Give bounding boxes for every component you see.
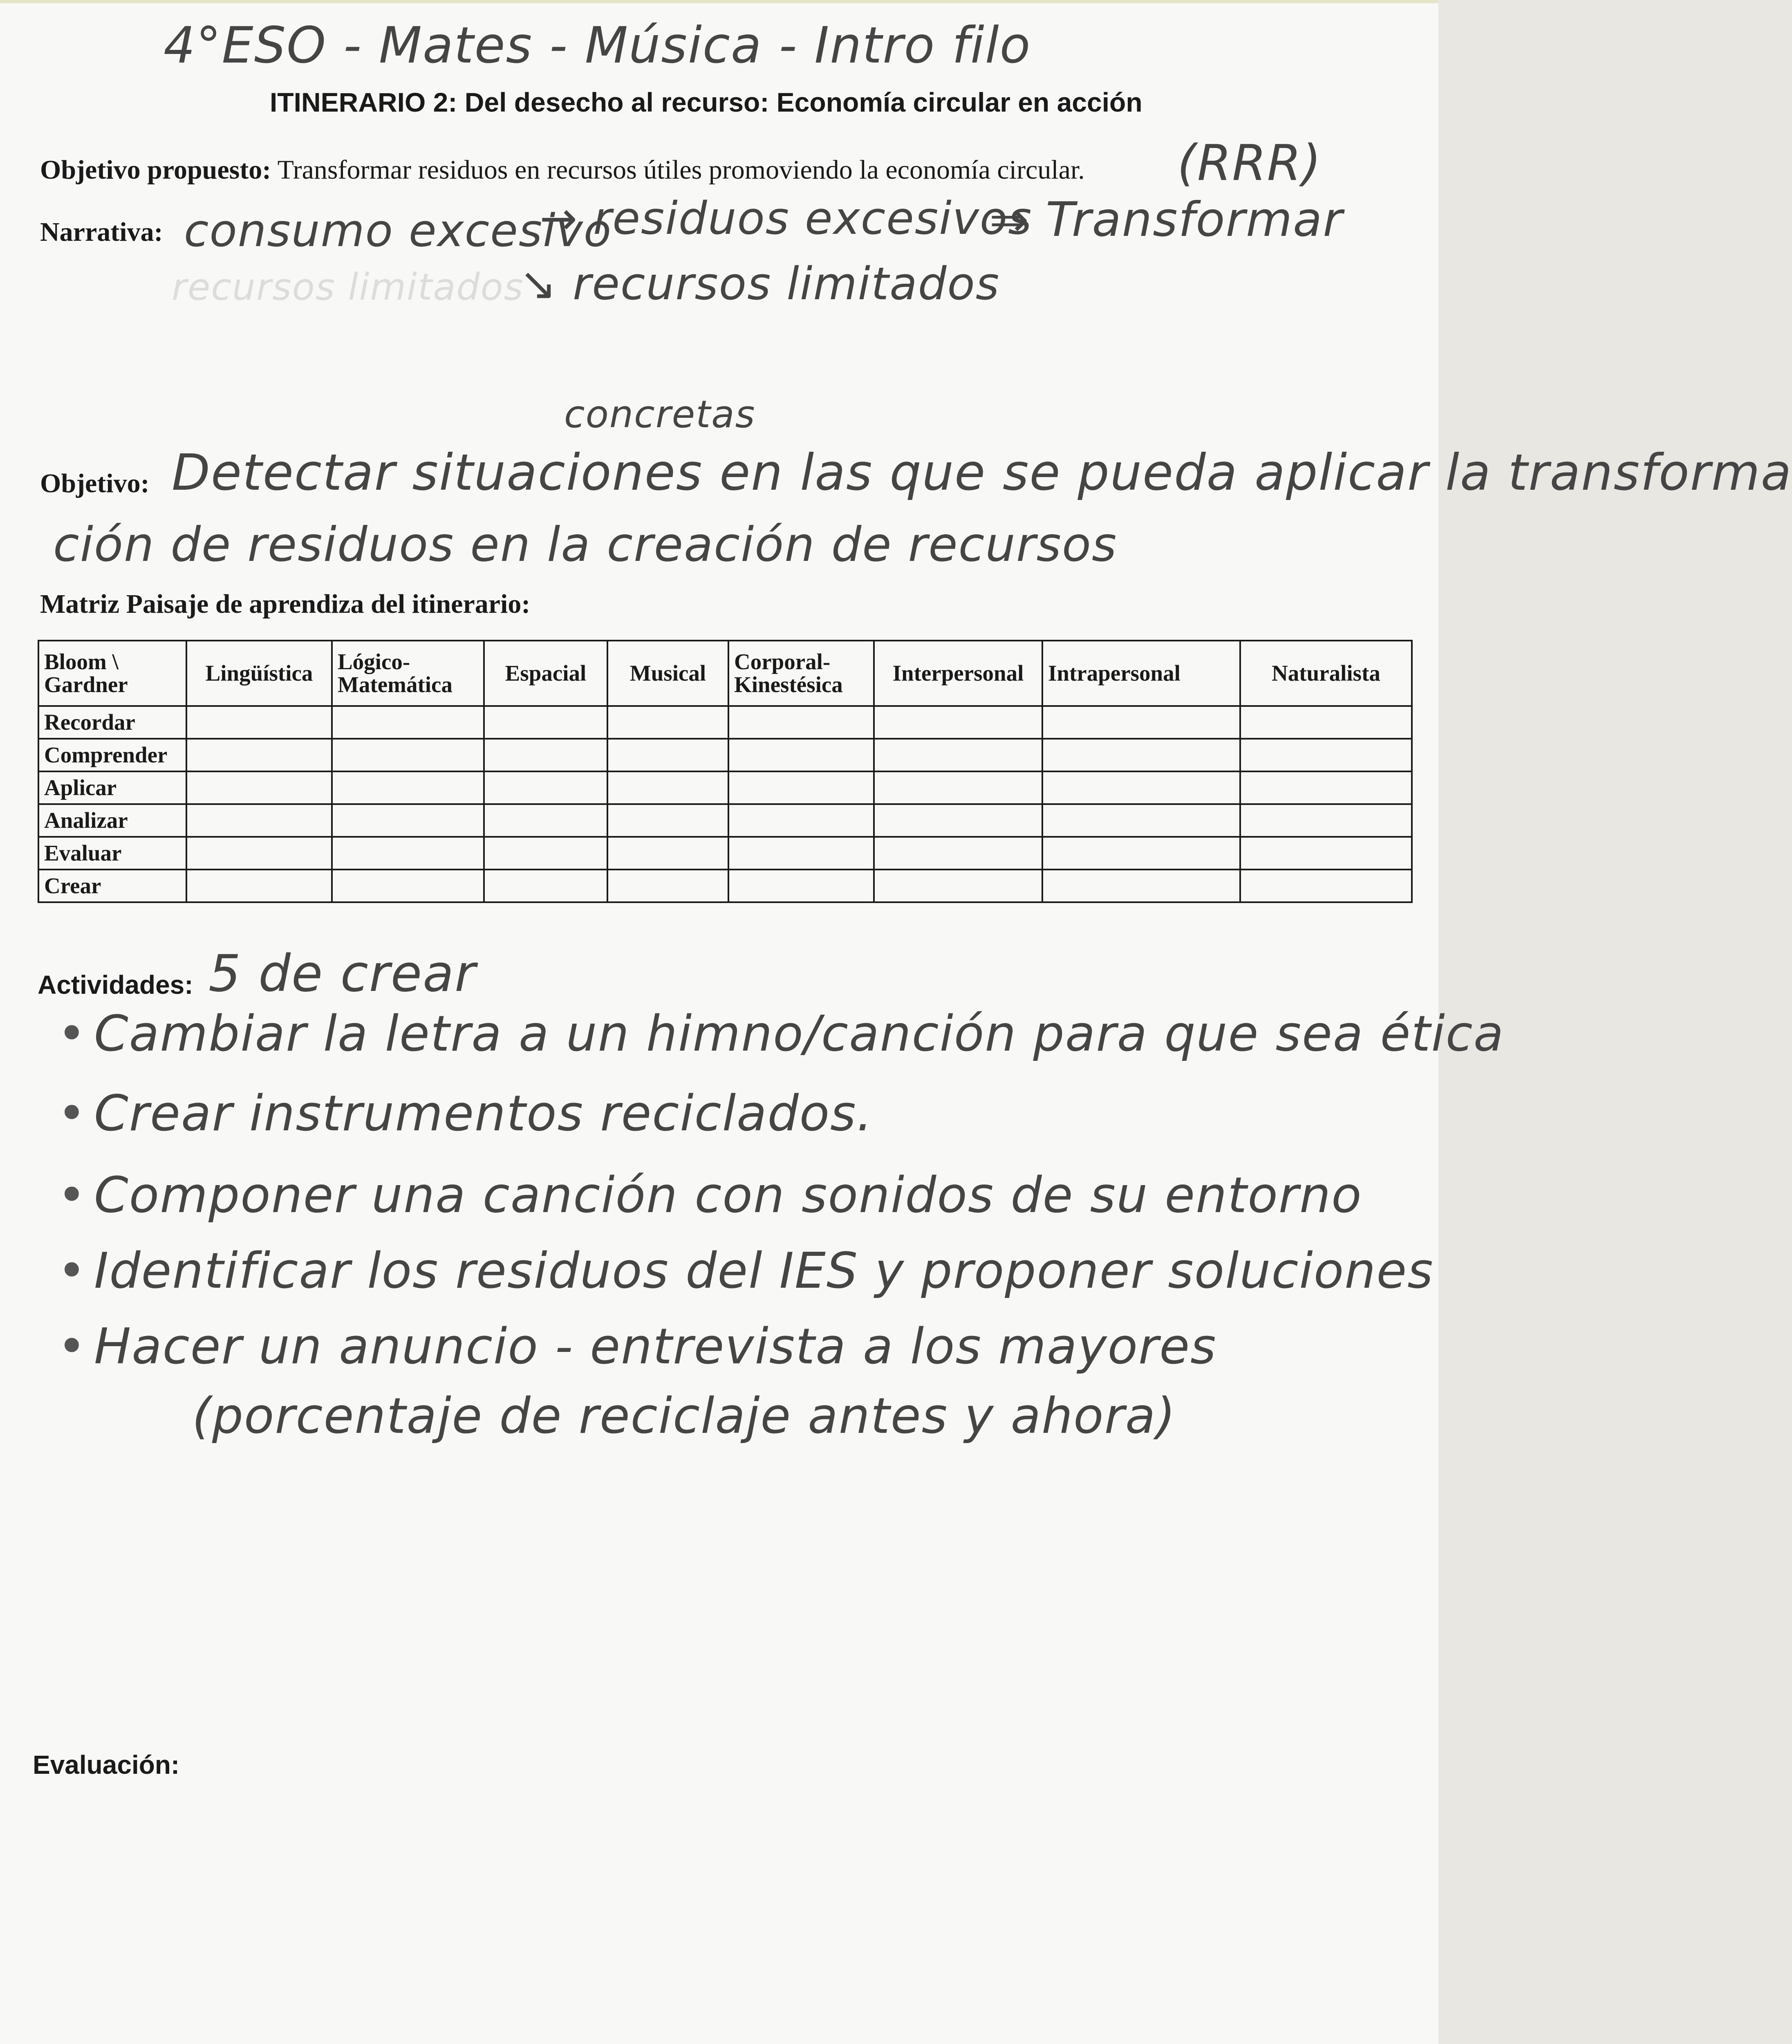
- matrix-cell: [1240, 837, 1412, 870]
- objective-proposed-text: Transformar residuos en recursos útiles promoviendo la economía circular.: [271, 155, 1085, 185]
- matrix-cell: [874, 739, 1042, 771]
- activities-label: Actividades:: [38, 970, 193, 1000]
- matrix-cell: [728, 804, 874, 837]
- matrix-cell: [728, 837, 874, 870]
- row-header: Aplicar: [38, 771, 186, 804]
- column-header: Corporal-Kinestésica: [728, 641, 874, 706]
- row-header: Comprender: [38, 739, 186, 771]
- matrix-cell: [1042, 804, 1240, 837]
- learning-landscape-matrix: [38, 640, 1413, 903]
- bullet-icon: •: [57, 1006, 87, 1062]
- matrix-cell: [1042, 771, 1240, 804]
- objective-text-line-2: ción de residuos en la creación de recursos: [53, 517, 1118, 572]
- row-header: Recordar: [38, 706, 186, 739]
- objective-insertion: concretas: [564, 392, 756, 436]
- matrix-cell: [484, 870, 607, 902]
- corner-bloom: Bloom \: [44, 649, 119, 674]
- activity-text: Cambiar la letra a un himno/canción para que sea ética: [94, 1006, 1505, 1062]
- activity-text: Identificar los residuos del IES y proponer soluciones: [94, 1243, 1434, 1300]
- table-row: [38, 804, 1412, 837]
- objective-proposed-label: Objetivo propuesto:: [40, 155, 271, 185]
- table-row: [38, 706, 1412, 739]
- matrix-cell: [332, 837, 484, 870]
- row-header: Crear: [38, 870, 186, 902]
- matrix-cell: [1042, 739, 1240, 771]
- matrix-cell: [484, 837, 607, 870]
- activities-heading: 5 de crear: [208, 944, 477, 1003]
- matrix-cell: [607, 837, 728, 870]
- list-item: [57, 1006, 1504, 1062]
- matrix-corner-cell: [38, 641, 186, 706]
- rrr-note: (RRR): [1177, 135, 1322, 192]
- bullet-icon: •: [57, 1085, 87, 1142]
- matrix-cell: [1240, 739, 1412, 771]
- matrix-cell: [728, 771, 874, 804]
- column-header: Musical: [607, 641, 728, 706]
- objective-text-line-1: Detectar situaciones en las que se pueda aplicar la transforma: [172, 444, 1792, 502]
- activity-continuation: (porcentaje de reciclaje antes y ahora): [192, 1388, 1176, 1445]
- column-header: Interpersonal: [874, 641, 1042, 706]
- column-header: Lógico-Matemática: [332, 641, 484, 706]
- matrix-cell: [728, 870, 874, 902]
- activity-text: Hacer un anuncio - entrevista a los mayores: [94, 1318, 1217, 1375]
- matrix-cell: [1240, 771, 1412, 804]
- narrative-recursos: ↘ recursos limitados: [519, 258, 1000, 310]
- matrix-cell: [484, 771, 607, 804]
- matrix-cell: [728, 739, 874, 771]
- narrative-consumo: consumo excesivo: [184, 204, 612, 257]
- matrix-cell: [874, 771, 1042, 804]
- itinerary-name: Del desecho al recurso: Economía circular en acción: [457, 87, 1142, 117]
- matrix-cell: [186, 771, 332, 804]
- table-row: [38, 739, 1412, 771]
- matrix-cell: [186, 870, 332, 902]
- objective-label: Objetivo:: [40, 468, 150, 498]
- matrix-body: [38, 706, 1412, 902]
- matrix-cell: [1042, 870, 1240, 902]
- table-row: [38, 870, 1412, 902]
- matrix-cell: [1240, 870, 1412, 902]
- list-item: [57, 1167, 1362, 1224]
- matrix-cell: [484, 706, 607, 739]
- matrix-cell: [874, 870, 1042, 902]
- itinerary-title: [270, 87, 1142, 118]
- matrix-cell: [332, 771, 484, 804]
- evaluation-label: Evaluación:: [33, 1750, 180, 1780]
- row-header: Analizar: [38, 804, 186, 837]
- matrix-cell: [874, 837, 1042, 870]
- itinerary-number: ITINERARIO 2:: [270, 87, 457, 117]
- matrix-cell: [332, 706, 484, 739]
- bullet-icon: •: [57, 1318, 87, 1375]
- matrix-cell: [484, 804, 607, 837]
- handwritten-course-header: 4°ESO - Mates - Música - Intro filo: [164, 16, 1031, 74]
- matrix-cell: [728, 706, 874, 739]
- activity-text: Crear instrumentos reciclados.: [94, 1085, 873, 1142]
- table-row: [38, 837, 1412, 870]
- matrix-cell: [1240, 804, 1412, 837]
- bullet-icon: •: [57, 1167, 87, 1224]
- column-header: Lingüística: [186, 641, 332, 706]
- matrix-cell: [1240, 706, 1412, 739]
- matrix-cell: [484, 739, 607, 771]
- matrix-cell: [607, 739, 728, 771]
- narrative-erased-text: recursos limitados: [172, 266, 524, 309]
- corner-gardner: Gardner: [44, 672, 128, 697]
- matrix-cell: [332, 804, 484, 837]
- matrix-cell: [874, 804, 1042, 837]
- matrix-cell: [332, 870, 484, 902]
- matrix-header-row: [38, 641, 1412, 706]
- objective-proposed: [40, 155, 1085, 186]
- narrative-transformar: ⇒ Transformar: [989, 192, 1343, 247]
- list-item: [57, 1243, 1434, 1300]
- matrix-cell: [186, 837, 332, 870]
- matrix-cell: [1042, 837, 1240, 870]
- table-row: [38, 771, 1412, 804]
- column-header: Espacial: [484, 641, 607, 706]
- matrix-cell: [186, 804, 332, 837]
- matrix-cell: [874, 706, 1042, 739]
- matrix-cell: [332, 739, 484, 771]
- matrix-cell: [607, 870, 728, 902]
- matrix-title: Matriz Paisaje de aprendiza del itinerario:: [40, 589, 531, 619]
- top-edge: [0, 0, 1438, 3]
- matrix-cell: [186, 706, 332, 739]
- column-header: Naturalista: [1240, 641, 1412, 706]
- matrix-cell: [607, 771, 728, 804]
- row-header: Evaluar: [38, 837, 186, 870]
- narrative-residuos: → residuos excesivos: [540, 192, 1033, 244]
- activity-text: Componer una canción con sonidos de su entorno: [94, 1167, 1362, 1224]
- matrix-cell: [186, 739, 332, 771]
- matrix-cell: [607, 804, 728, 837]
- matrix-cell: [607, 706, 728, 739]
- list-item: [57, 1085, 873, 1142]
- bullet-icon: •: [57, 1243, 87, 1300]
- matrix-cell: [1042, 706, 1240, 739]
- column-header: Intrapersonal: [1042, 641, 1240, 706]
- list-item: [57, 1318, 1217, 1375]
- narrative-label: Narrativa:: [40, 217, 163, 247]
